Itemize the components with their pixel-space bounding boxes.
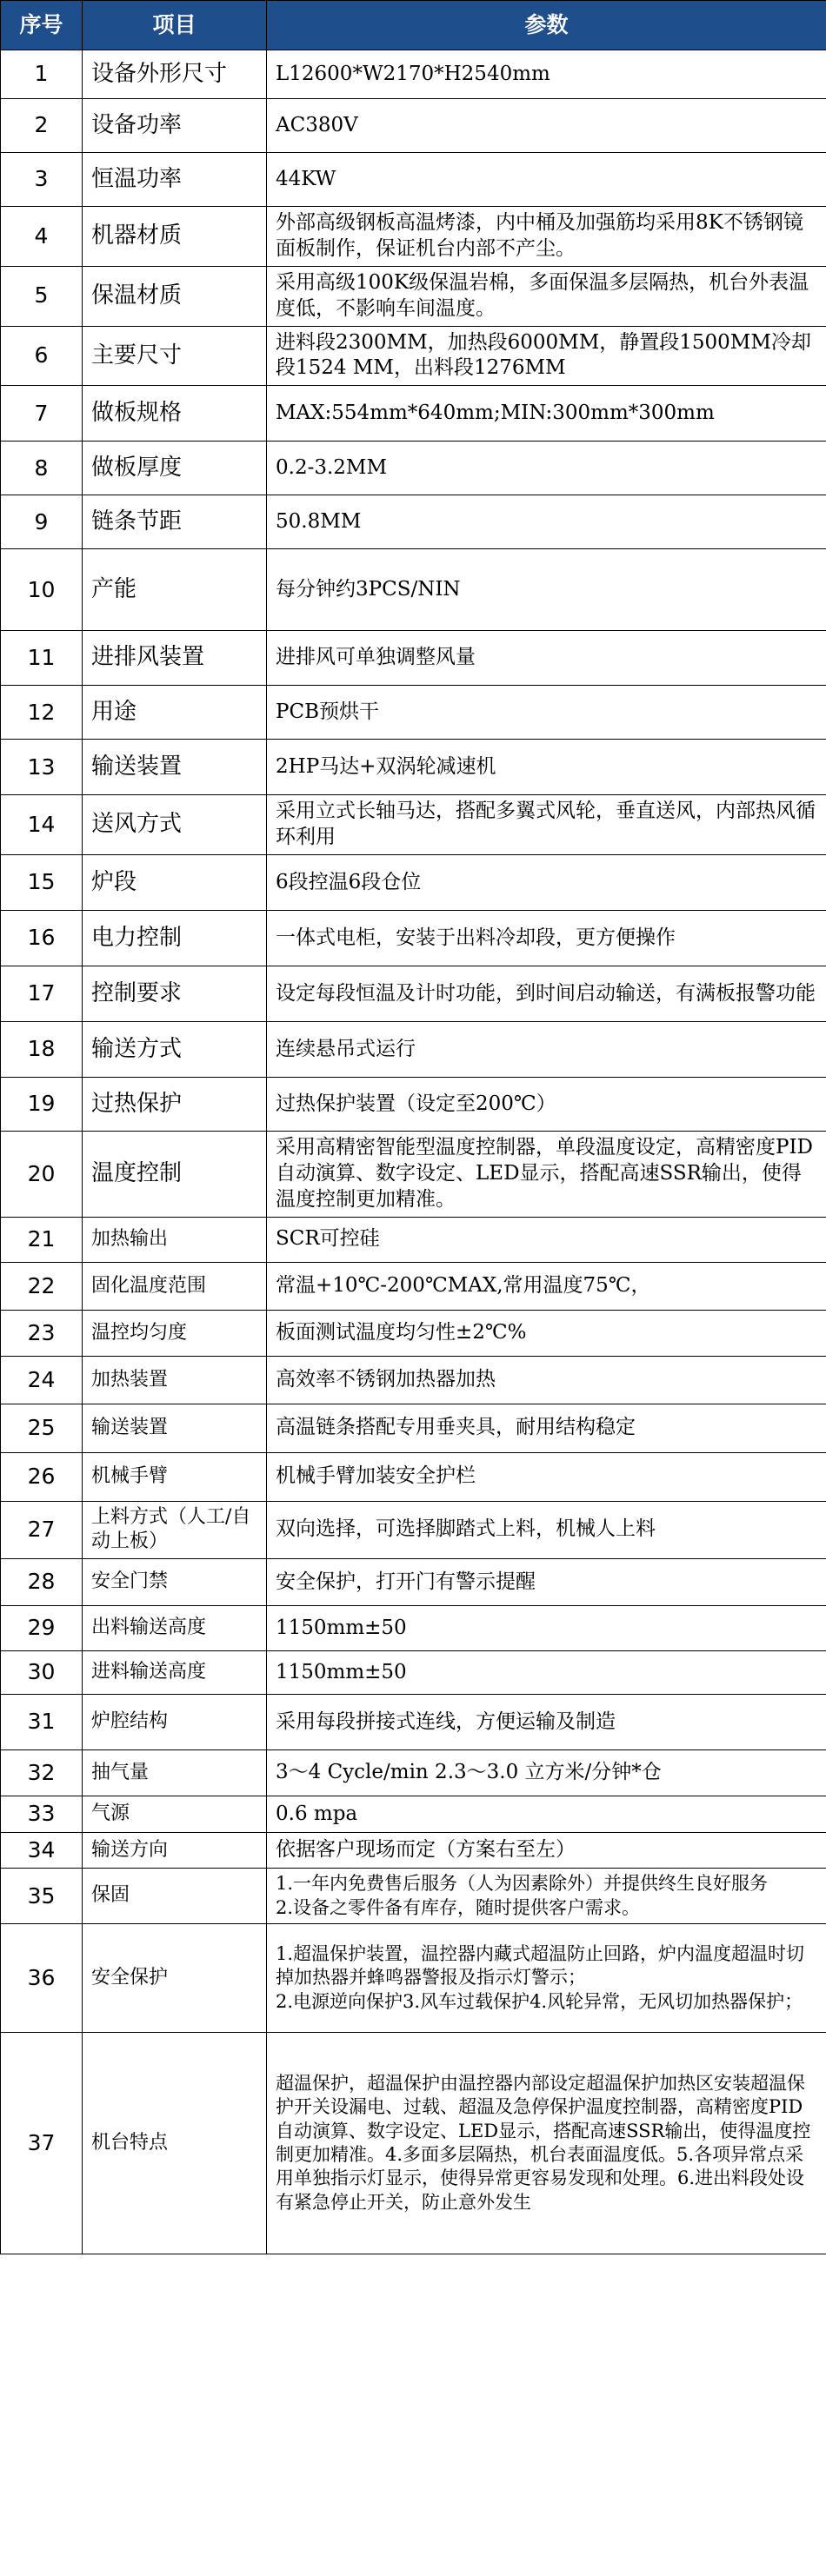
row-item: 控制要求 [83, 966, 267, 1022]
param-line: 依据客户现场而定（方案右至左） [276, 1838, 576, 1862]
header-param: 参数 [267, 1, 826, 50]
table-row [1, 1605, 826, 1650]
param-line: 2.电源逆向保护3.风车过载保护4.风轮异常，无风切加热器保护； [276, 1990, 803, 2012]
row-item: 进料输送高度 [83, 1650, 267, 1694]
row-item: 输送方式 [83, 1022, 267, 1078]
row-number: 5 [1, 266, 83, 326]
param-line: L12600*W2170*H2540mm [276, 62, 550, 85]
param-line: 采用每段拼接式连线，方便运输及制造 [276, 1710, 616, 1733]
param-line: 安全保护，打开门有警示提醒 [276, 1570, 536, 1593]
row-param [267, 1310, 826, 1356]
table-row [1, 1217, 826, 1262]
row-param [267, 740, 826, 795]
table-row [1, 911, 826, 966]
param-line: 44KW [276, 167, 336, 190]
row-number: 22 [1, 1262, 83, 1310]
header-no: 序号 [1, 1, 83, 50]
row-param [267, 99, 826, 153]
row-item: 保固 [83, 1869, 267, 1924]
row-number: 24 [1, 1356, 83, 1404]
row-param [267, 1605, 826, 1650]
table-row [1, 1132, 826, 1218]
row-param [267, 1694, 826, 1749]
param-line: 高效率不锈钢加热器加热 [276, 1367, 496, 1391]
param-line: 设定每段恒温及计时功能，到时间启动输送，有满板报警功能 [276, 981, 816, 1005]
row-number: 34 [1, 1832, 83, 1869]
row-number: 31 [1, 1694, 83, 1749]
row-item: 输送装置 [83, 740, 267, 795]
row-item: 固化温度范围 [83, 1262, 267, 1310]
param-line: 1150mm±50 [276, 1616, 407, 1639]
table-row [1, 1650, 826, 1694]
row-item: 炉段 [83, 855, 267, 911]
row-param [267, 1262, 826, 1310]
table-row [1, 266, 826, 326]
table-row [1, 1832, 826, 1869]
table-row [1, 549, 826, 631]
param-line: SCR可控硅 [276, 1227, 380, 1251]
row-param [267, 207, 826, 267]
table-row [1, 795, 826, 855]
row-number: 29 [1, 1605, 83, 1650]
row-number: 9 [1, 495, 83, 549]
param-line: 板面测试温度均匀性±2℃% [276, 1320, 527, 1344]
param-line: 高温链条搭配专用垂夹具，耐用结构稳定 [276, 1416, 636, 1439]
param-line: 超温保护，超温保护由温控器内部设定超温保护加热区安装超温保护开关设漏电、过载、超温及急停保护温度控制器，高精密度PID自动演算、数字设定、LED显示，搭配高速SSR输出，使得温度控制更加精准。4.多面多层隔热，机台表面温度低。5.各项异常点采用单独指示灯显示，使得异常更容易发现和处理。6.进出料段处设有紧急停止开关，防止意外发生 [276, 2073, 811, 2213]
row-number: 19 [1, 1078, 83, 1132]
row-number: 27 [1, 1501, 83, 1558]
row-number: 12 [1, 686, 83, 740]
param-line: 采用高精密智能型温度控制器，单段温度设定，高精密度PID自动演算、数字设定、LED显示，搭配高速SSR输出，使得温度控制更加精准。 [276, 1136, 814, 1211]
row-param [267, 386, 826, 442]
row-param [267, 1650, 826, 1694]
table-row [1, 99, 826, 153]
row-item: 用途 [83, 686, 267, 740]
param-line: 采用高级100K级保温岩棉，多面保温多层隔热，机台外表温度低，不影响车间温度。 [276, 270, 809, 320]
row-item: 加热装置 [83, 1356, 267, 1404]
row-param [267, 1749, 826, 1796]
row-param [267, 1022, 826, 1078]
param-line: 进排风可单独调整风量 [276, 646, 476, 669]
row-item: 温度控制 [83, 1132, 267, 1218]
param-line: 一体式电柜，安装于出料冷却段，更方便操作 [276, 926, 676, 949]
param-line: 外部高级钢板高温烤漆，内中桶及加强筋均采用8K不锈钢镜面板制作，保证机台内部不产尘。 [276, 211, 803, 260]
row-number: 11 [1, 631, 83, 686]
row-item: 输送装置 [83, 1404, 267, 1452]
row-number: 28 [1, 1558, 83, 1605]
row-item: 机械手臂 [83, 1452, 267, 1501]
row-number: 35 [1, 1869, 83, 1924]
table-row [1, 855, 826, 911]
table-row [1, 1796, 826, 1832]
row-item: 出料输送高度 [83, 1605, 267, 1650]
table-row [1, 1022, 826, 1078]
row-number: 36 [1, 1924, 83, 2033]
table-row [1, 1558, 826, 1605]
table-row [1, 326, 826, 386]
row-number: 4 [1, 207, 83, 267]
row-param [267, 326, 826, 386]
row-item: 做板厚度 [83, 442, 267, 495]
row-param [267, 631, 826, 686]
table-row [1, 50, 826, 99]
table-row [1, 1749, 826, 1796]
row-number: 37 [1, 2033, 83, 2254]
row-number: 20 [1, 1132, 83, 1218]
row-param [267, 1356, 826, 1404]
row-param [267, 966, 826, 1022]
row-item: 保温材质 [83, 266, 267, 326]
table-row [1, 1694, 826, 1749]
param-line: 2HP马达+双涡轮减速机 [276, 754, 496, 778]
param-line: 过热保护装置（设定至200℃） [276, 1092, 556, 1115]
row-item: 恒温功率 [83, 153, 267, 207]
param-line: 1.一年内免费售后服务（人为因素除外）并提供终生良好服务 [276, 1873, 769, 1895]
row-item: 送风方式 [83, 795, 267, 855]
row-item: 设备外形尺寸 [83, 50, 267, 99]
row-number: 25 [1, 1404, 83, 1452]
table-row [1, 442, 826, 495]
table-header [1, 1, 826, 50]
row-param [267, 686, 826, 740]
row-item: 做板规格 [83, 386, 267, 442]
param-line: 机械手臂加装安全护栏 [276, 1464, 476, 1488]
row-item: 加热输出 [83, 1217, 267, 1262]
row-number: 3 [1, 153, 83, 207]
table-body [1, 50, 826, 2254]
row-item: 机台特点 [83, 2033, 267, 2254]
param-line: 0.2-3.2MM [276, 455, 388, 479]
table-row [1, 1356, 826, 1404]
row-number: 10 [1, 549, 83, 631]
row-number: 15 [1, 855, 83, 911]
row-param [267, 1796, 826, 1832]
row-param [267, 442, 826, 495]
table-row [1, 153, 826, 207]
header-item: 项目 [83, 1, 267, 50]
row-item: 炉腔结构 [83, 1694, 267, 1749]
table-row [1, 631, 826, 686]
table-row [1, 1452, 826, 1501]
table-row [1, 207, 826, 267]
row-param [267, 855, 826, 911]
row-number: 30 [1, 1650, 83, 1694]
param-line: PCB预烘干 [276, 700, 379, 723]
row-number: 1 [1, 50, 83, 99]
table-row [1, 1310, 826, 1356]
row-item: 机器材质 [83, 207, 267, 267]
header-row [1, 1, 826, 50]
row-item: 设备功率 [83, 99, 267, 153]
row-param [267, 1217, 826, 1262]
row-number: 33 [1, 1796, 83, 1832]
row-param [267, 1924, 826, 2033]
param-line: 2.设备之零件备有库存，随时提供客户需求。 [276, 1896, 641, 1918]
table-row [1, 1262, 826, 1310]
row-item: 输送方向 [83, 1832, 267, 1869]
row-param [267, 1132, 826, 1218]
table-row [1, 2033, 826, 2254]
row-item: 气源 [83, 1796, 267, 1832]
row-number: 23 [1, 1310, 83, 1356]
table-row [1, 1404, 826, 1452]
row-item: 产能 [83, 549, 267, 631]
table-row [1, 1501, 826, 1558]
row-param [267, 1404, 826, 1452]
row-param [267, 1558, 826, 1605]
row-number: 32 [1, 1749, 83, 1796]
row-item: 安全保护 [83, 1924, 267, 2033]
table-row [1, 686, 826, 740]
row-param [267, 795, 826, 855]
table-row [1, 1869, 826, 1924]
row-param [267, 1869, 826, 1924]
row-item: 抽气量 [83, 1749, 267, 1796]
row-param [267, 50, 826, 99]
row-number: 7 [1, 386, 83, 442]
row-item: 链条节距 [83, 495, 267, 549]
row-number: 16 [1, 911, 83, 966]
row-number: 21 [1, 1217, 83, 1262]
param-line: 1150mm±50 [276, 1660, 407, 1683]
param-line: MAX:554mm*640mm;MIN:300mm*300mm [276, 401, 715, 424]
row-param [267, 1078, 826, 1132]
row-number: 8 [1, 442, 83, 495]
table-row [1, 1078, 826, 1132]
row-item: 主要尺寸 [83, 326, 267, 386]
param-line: 双向选择，可选择脚踏式上料，机械人上料 [276, 1517, 656, 1541]
row-number: 26 [1, 1452, 83, 1501]
row-item: 安全门禁 [83, 1558, 267, 1605]
param-line: 连续悬吊式运行 [276, 1037, 416, 1060]
row-param [267, 911, 826, 966]
row-number: 18 [1, 1022, 83, 1078]
row-param [267, 266, 826, 326]
param-line: 50.8MM [276, 509, 362, 533]
row-number: 17 [1, 966, 83, 1022]
row-param [267, 2033, 826, 2254]
table-row [1, 495, 826, 549]
row-param [267, 1452, 826, 1501]
param-line: 每分钟约3PCS/NIN [276, 577, 461, 601]
table-row [1, 740, 826, 795]
row-item: 温控均匀度 [83, 1310, 267, 1356]
row-item: 上料方式（人工/自动上板） [83, 1501, 267, 1558]
row-item: 进排风装置 [83, 631, 267, 686]
row-item: 电力控制 [83, 911, 267, 966]
param-line: 进料段2300MM，加热段6000MM，静置段1500MM冷却段1524 MM，出料段1276MM [276, 330, 811, 380]
param-line: 0.6 mpa [276, 1802, 358, 1825]
param-line: 常温+10℃-200℃MAX,常用温度75℃， [276, 1273, 651, 1297]
param-line: 1.超温保护装置，温控器内藏式超温防止回路，炉内温度超温时切掉加热器并蜂鸣器警报及指示灯警示； [276, 1943, 805, 1988]
row-number: 2 [1, 99, 83, 153]
row-item: 过热保护 [83, 1078, 267, 1132]
row-param [267, 153, 826, 207]
param-line: 3～4 Cycle/min 2.3～3.0 立方米/分钟*仓 [276, 1761, 662, 1784]
row-param [267, 549, 826, 631]
row-number: 13 [1, 740, 83, 795]
table-row [1, 386, 826, 442]
row-number: 14 [1, 795, 83, 855]
row-param [267, 495, 826, 549]
row-number: 6 [1, 326, 83, 386]
table-row [1, 1924, 826, 2033]
row-param [267, 1832, 826, 1869]
param-line: 6段控温6段仓位 [276, 870, 422, 893]
param-line: 采用立式长轴马达，搭配多翼式风轮，垂直送风，内部热风循环利用 [276, 800, 816, 849]
table-row [1, 966, 826, 1022]
row-param [267, 1501, 826, 1558]
param-line: AC380V [276, 113, 358, 136]
